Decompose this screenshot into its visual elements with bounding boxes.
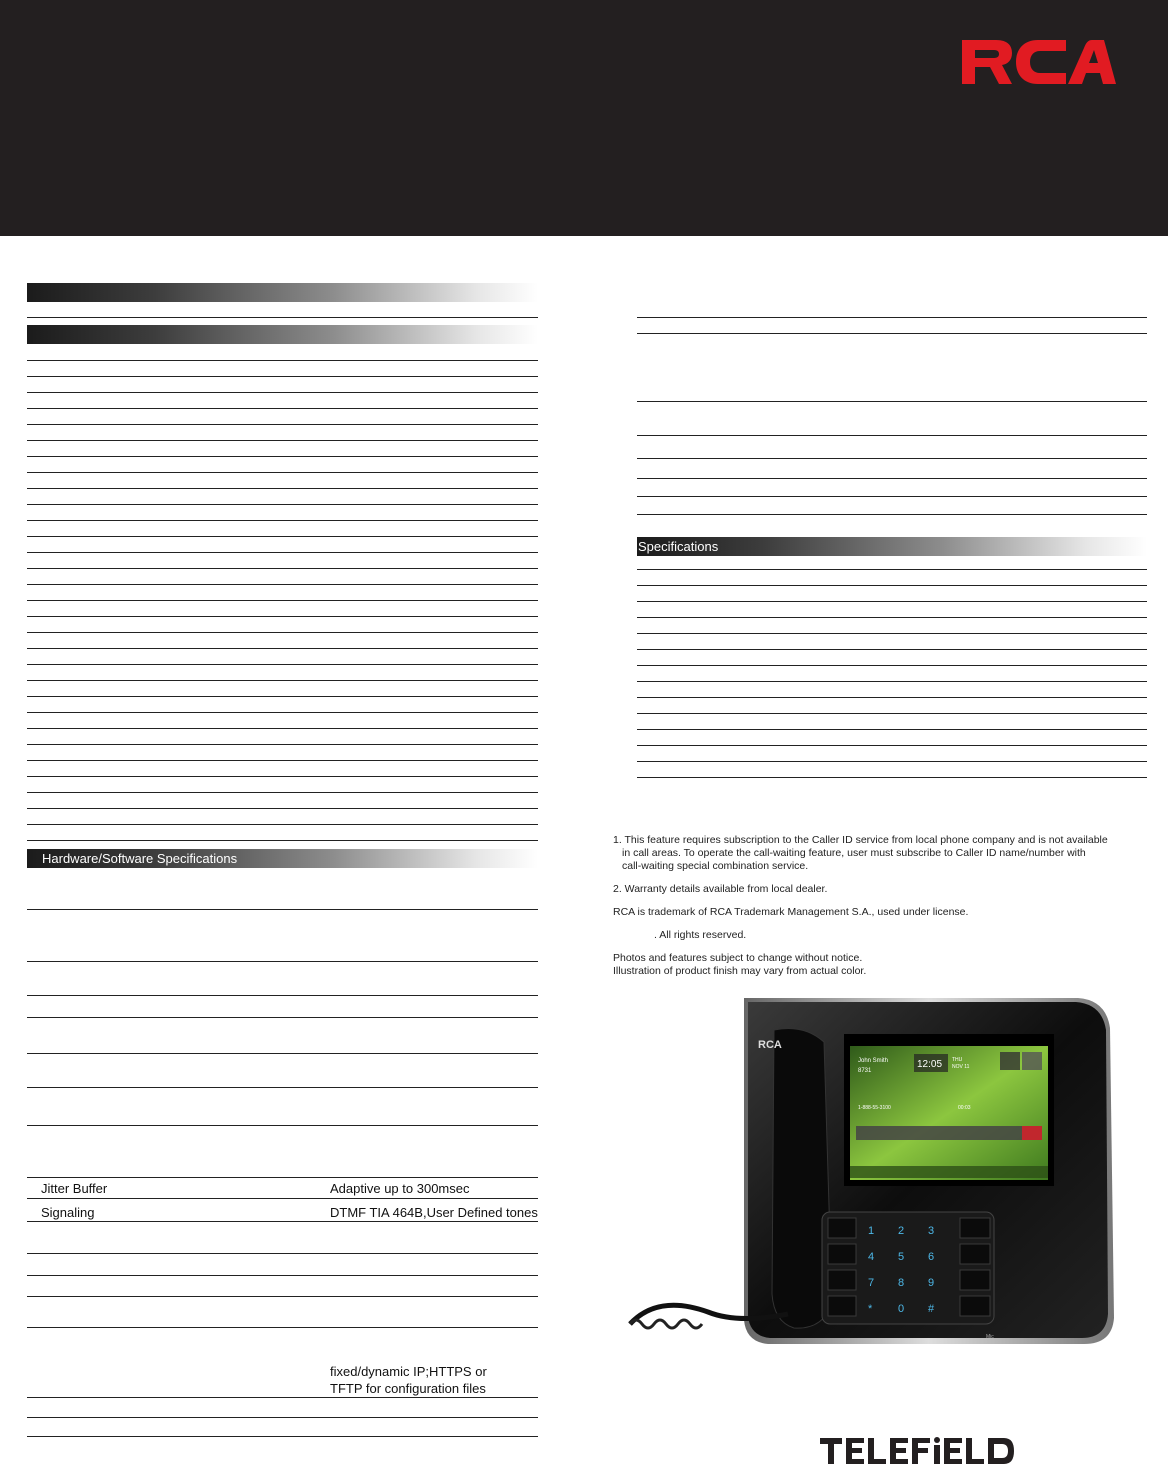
rule <box>27 961 538 962</box>
header-banner <box>0 0 1168 236</box>
rule <box>27 1087 538 1088</box>
rule <box>27 616 538 617</box>
rule <box>27 472 538 473</box>
specifications-bar <box>637 537 1147 556</box>
rule <box>27 1436 538 1437</box>
rule <box>637 585 1147 586</box>
rule <box>27 1296 538 1297</box>
rule <box>637 697 1147 698</box>
screen-day: THU <box>952 1057 963 1063</box>
rule <box>637 777 1147 778</box>
svg-text:#: # <box>928 1303 935 1315</box>
rule <box>637 601 1147 602</box>
rule <box>637 713 1147 714</box>
rule <box>27 360 538 361</box>
rule <box>637 569 1147 570</box>
svg-text:7: 7 <box>868 1277 875 1289</box>
rule <box>27 1017 538 1018</box>
footnote-2: 2. Warranty details available from local dealer. <box>613 883 828 895</box>
rule <box>27 840 538 841</box>
section-bar-2-label <box>27 327 42 342</box>
rule <box>637 496 1147 497</box>
svg-text:*: * <box>868 1303 873 1315</box>
rights-note: . All rights reserved. <box>654 929 747 941</box>
svg-text:8: 8 <box>898 1277 905 1289</box>
rule <box>27 776 538 777</box>
rule <box>27 1417 538 1418</box>
rule <box>27 824 538 825</box>
screen-ext: 8731 <box>858 1068 872 1074</box>
svg-text:9: 9 <box>928 1277 935 1289</box>
screen-date: NOV 11 <box>952 1064 970 1070</box>
rule <box>637 333 1147 334</box>
rule <box>27 1253 538 1254</box>
rule <box>27 808 538 809</box>
rule <box>27 1397 538 1398</box>
svg-text:0: 0 <box>898 1303 905 1315</box>
rule <box>27 424 538 425</box>
rule <box>637 729 1147 730</box>
rule <box>637 317 1147 318</box>
screen-time: 12:05 <box>917 1059 943 1070</box>
signaling-label: Signaling <box>41 1205 95 1220</box>
provisioning-value-line-1: fixed/dynamic IP;HTTPS or <box>330 1364 487 1379</box>
rule <box>27 520 538 521</box>
device-brand-label: RCA <box>758 1039 782 1051</box>
rule <box>27 1053 538 1054</box>
rule <box>27 632 538 633</box>
rule <box>27 1221 538 1222</box>
rule <box>27 909 538 910</box>
rule <box>27 600 538 601</box>
section-bar-2 <box>27 325 538 344</box>
rule <box>27 728 538 729</box>
rule <box>27 744 538 745</box>
rule <box>27 584 538 585</box>
rule <box>27 648 538 649</box>
rule <box>27 376 538 377</box>
rule <box>27 1125 538 1126</box>
rule <box>27 1177 538 1178</box>
section-bar-1 <box>27 283 538 302</box>
rule <box>637 761 1147 762</box>
rule <box>27 680 538 681</box>
rule <box>27 568 538 569</box>
svg-text:6: 6 <box>928 1251 935 1263</box>
rule <box>27 995 538 996</box>
rule <box>637 401 1147 402</box>
screen-contact-name: John Smith <box>858 1058 889 1064</box>
product-photo <box>618 994 1126 1364</box>
telefield-logo <box>820 1436 1020 1466</box>
rule <box>637 458 1147 459</box>
rule <box>637 745 1147 746</box>
rule <box>637 649 1147 650</box>
rule <box>27 1327 538 1328</box>
rule <box>637 681 1147 682</box>
svg-text:1: 1 <box>868 1225 875 1237</box>
rule <box>27 440 538 441</box>
rule <box>27 664 538 665</box>
disclaimer: Photos and features subject to change without notice. Illustration of product finish may vary from actual color. <box>613 952 867 977</box>
rule <box>27 792 538 793</box>
section-bar-1-label <box>27 285 42 300</box>
rule <box>27 696 538 697</box>
signaling-value: DTMF TIA 464B,User Defined tones <box>330 1205 538 1220</box>
rule <box>27 1198 538 1199</box>
rule <box>27 760 538 761</box>
rule <box>27 488 538 489</box>
rule <box>27 456 538 457</box>
rule <box>27 317 538 318</box>
screen-number: 1-888-55-3100 <box>858 1105 891 1111</box>
rule <box>27 408 538 409</box>
rule <box>27 536 538 537</box>
rule <box>637 435 1147 436</box>
rule <box>27 1275 538 1276</box>
rca-logo <box>962 40 1116 84</box>
provisioning-value-line-2: TFTP for configuration files <box>330 1381 486 1396</box>
rule <box>27 504 538 505</box>
svg-text:2: 2 <box>898 1225 905 1237</box>
svg-text:5: 5 <box>898 1251 905 1263</box>
specifications-heading: Specifications <box>638 539 719 554</box>
footnotes <box>613 834 1163 988</box>
svg-text:4: 4 <box>868 1251 875 1263</box>
rule <box>27 392 538 393</box>
footnote-1: 1. This feature requires subscription to the Caller ID service from local phone company and is not available in call areas. To operate the call-waiting feature, user must subscribe to Caller ID name/number with call-waiting special combination service. <box>613 834 1108 872</box>
rule <box>27 552 538 553</box>
svg-text:3: 3 <box>928 1225 935 1237</box>
hw-sw-spec-heading: Hardware/Software Specifications <box>42 851 238 866</box>
rule <box>637 633 1147 634</box>
jitter-buffer-value: Adaptive up to 300msec <box>330 1181 470 1196</box>
rule <box>27 712 538 713</box>
rule <box>637 665 1147 666</box>
hw-sw-spec-bar <box>27 849 538 868</box>
rule <box>637 478 1147 479</box>
mic-label: Mic <box>986 1334 994 1340</box>
trademark-note: RCA is trademark of RCA Trademark Management S.A., used under license. <box>613 906 969 918</box>
screen-call-timer: 00:03 <box>958 1105 971 1111</box>
jitter-buffer-label: Jitter Buffer <box>41 1181 108 1196</box>
rule <box>637 617 1147 618</box>
rule <box>637 514 1147 515</box>
